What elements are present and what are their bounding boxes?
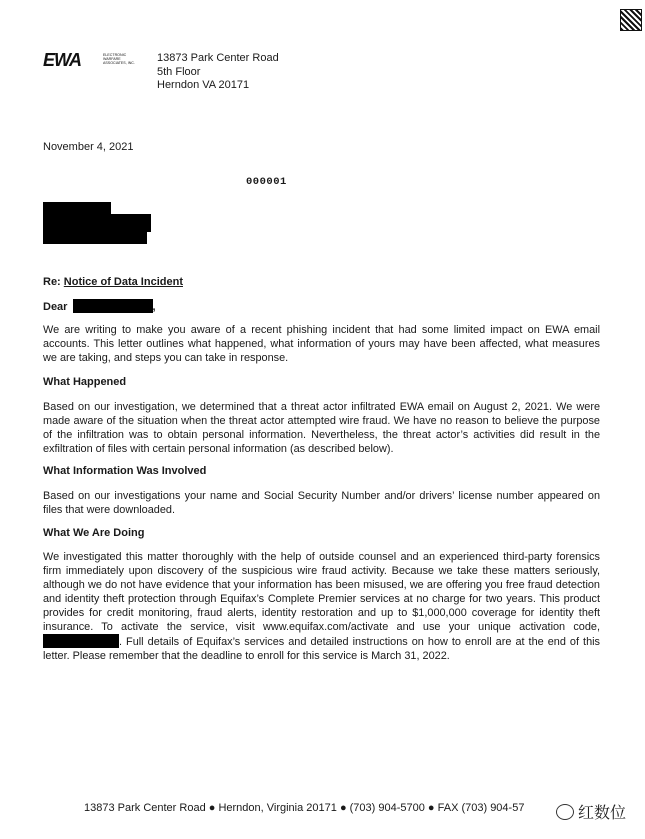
watermark-text: 红数位 — [578, 805, 627, 822]
address-line: 5th Floor — [157, 65, 201, 78]
salutation — [43, 299, 156, 313]
sender-address — [157, 52, 279, 93]
address-line: 13873 Park Center Road — [157, 52, 279, 64]
redacted-activation-code — [43, 634, 119, 648]
letter-date: November 4, 2021 — [43, 141, 134, 153]
section-body-what-happened: Based on our investigation, we determined that a threat actor infiltrated EWA email on August 2, 2021. We were made aware of the situation when the threat actor attempted wire fraud. We have no reason to believe the purpose of the infiltration was to obtain personal information. Nevertheless, the threat actor’s activities did result in the exfiltration of files with certain personal information (as described below). — [43, 401, 600, 455]
doing-text-part1: We investigated this matter thoroughly with the help of outside counsel and an experienced third-party forensics firm immediately upon discovery of the suspicious wire fraud activity. Because we take these matters seriously, although we do not have evidence that your information has been misused, we are offering you free fraud detection and identity theft protection through Equifax’s Complete Premier services at no charge for two years. This product provides for credit monitoring, fraud alerts, identity restoration and up to $1,000,000 coverage for identity theft insurance. To activate the service, visit www.equifax.com/activate and use your unique activation code, — [43, 551, 600, 633]
section-body-information-involved: Based on our investigations your name and Social Security Number and/or drivers’ license number appeared on files that were downloaded. — [43, 490, 600, 516]
company-logo — [43, 51, 143, 71]
salutation-comma: , — [152, 301, 156, 313]
wechat-icon — [556, 804, 574, 820]
intro-paragraph: We are writing to make you aware of a recent phishing incident that had some limited impact on EWA email accounts. This letter outlines what happened, what information of yours may have been affected, what measures we are taking, and steps you can take in response. — [43, 324, 600, 364]
doing-text-part2: . Full details of Equifax’s services and detailed instructions on how to enroll are at the end of this letter. Please remember that the deadline to enroll for this service is March 31, 2022. — [43, 636, 600, 662]
section-heading-what-we-are-doing: What We Are Doing — [43, 527, 145, 539]
logo-text: EWA — [43, 50, 82, 70]
redacted-recipient-line-3 — [43, 230, 147, 244]
section-heading-information-involved: What Information Was Involved — [43, 465, 207, 477]
subject-prefix: Re: — [43, 276, 61, 288]
redacted-recipient-name — [73, 299, 153, 313]
watermark — [556, 800, 626, 823]
salutation-word: Dear — [43, 301, 68, 313]
section-heading-what-happened: What Happened — [43, 376, 127, 388]
section-body-what-we-are-doing — [43, 550, 600, 663]
logo-subtext: ELECTRONIC WARFARE ASSOCIATES, INC. — [103, 53, 135, 65]
subject-line — [43, 276, 183, 288]
subject-title: Notice of Data Incident — [63, 276, 183, 288]
qr-code-icon — [620, 9, 642, 31]
footer-contact: 13873 Park Center Road ● Herndon, Virginia 20171 ● (703) 904-5700 ● FAX (703) 904-57 — [84, 802, 525, 814]
reference-number: 000001 — [246, 176, 287, 188]
address-line: Herndon VA 20171 — [157, 79, 250, 91]
